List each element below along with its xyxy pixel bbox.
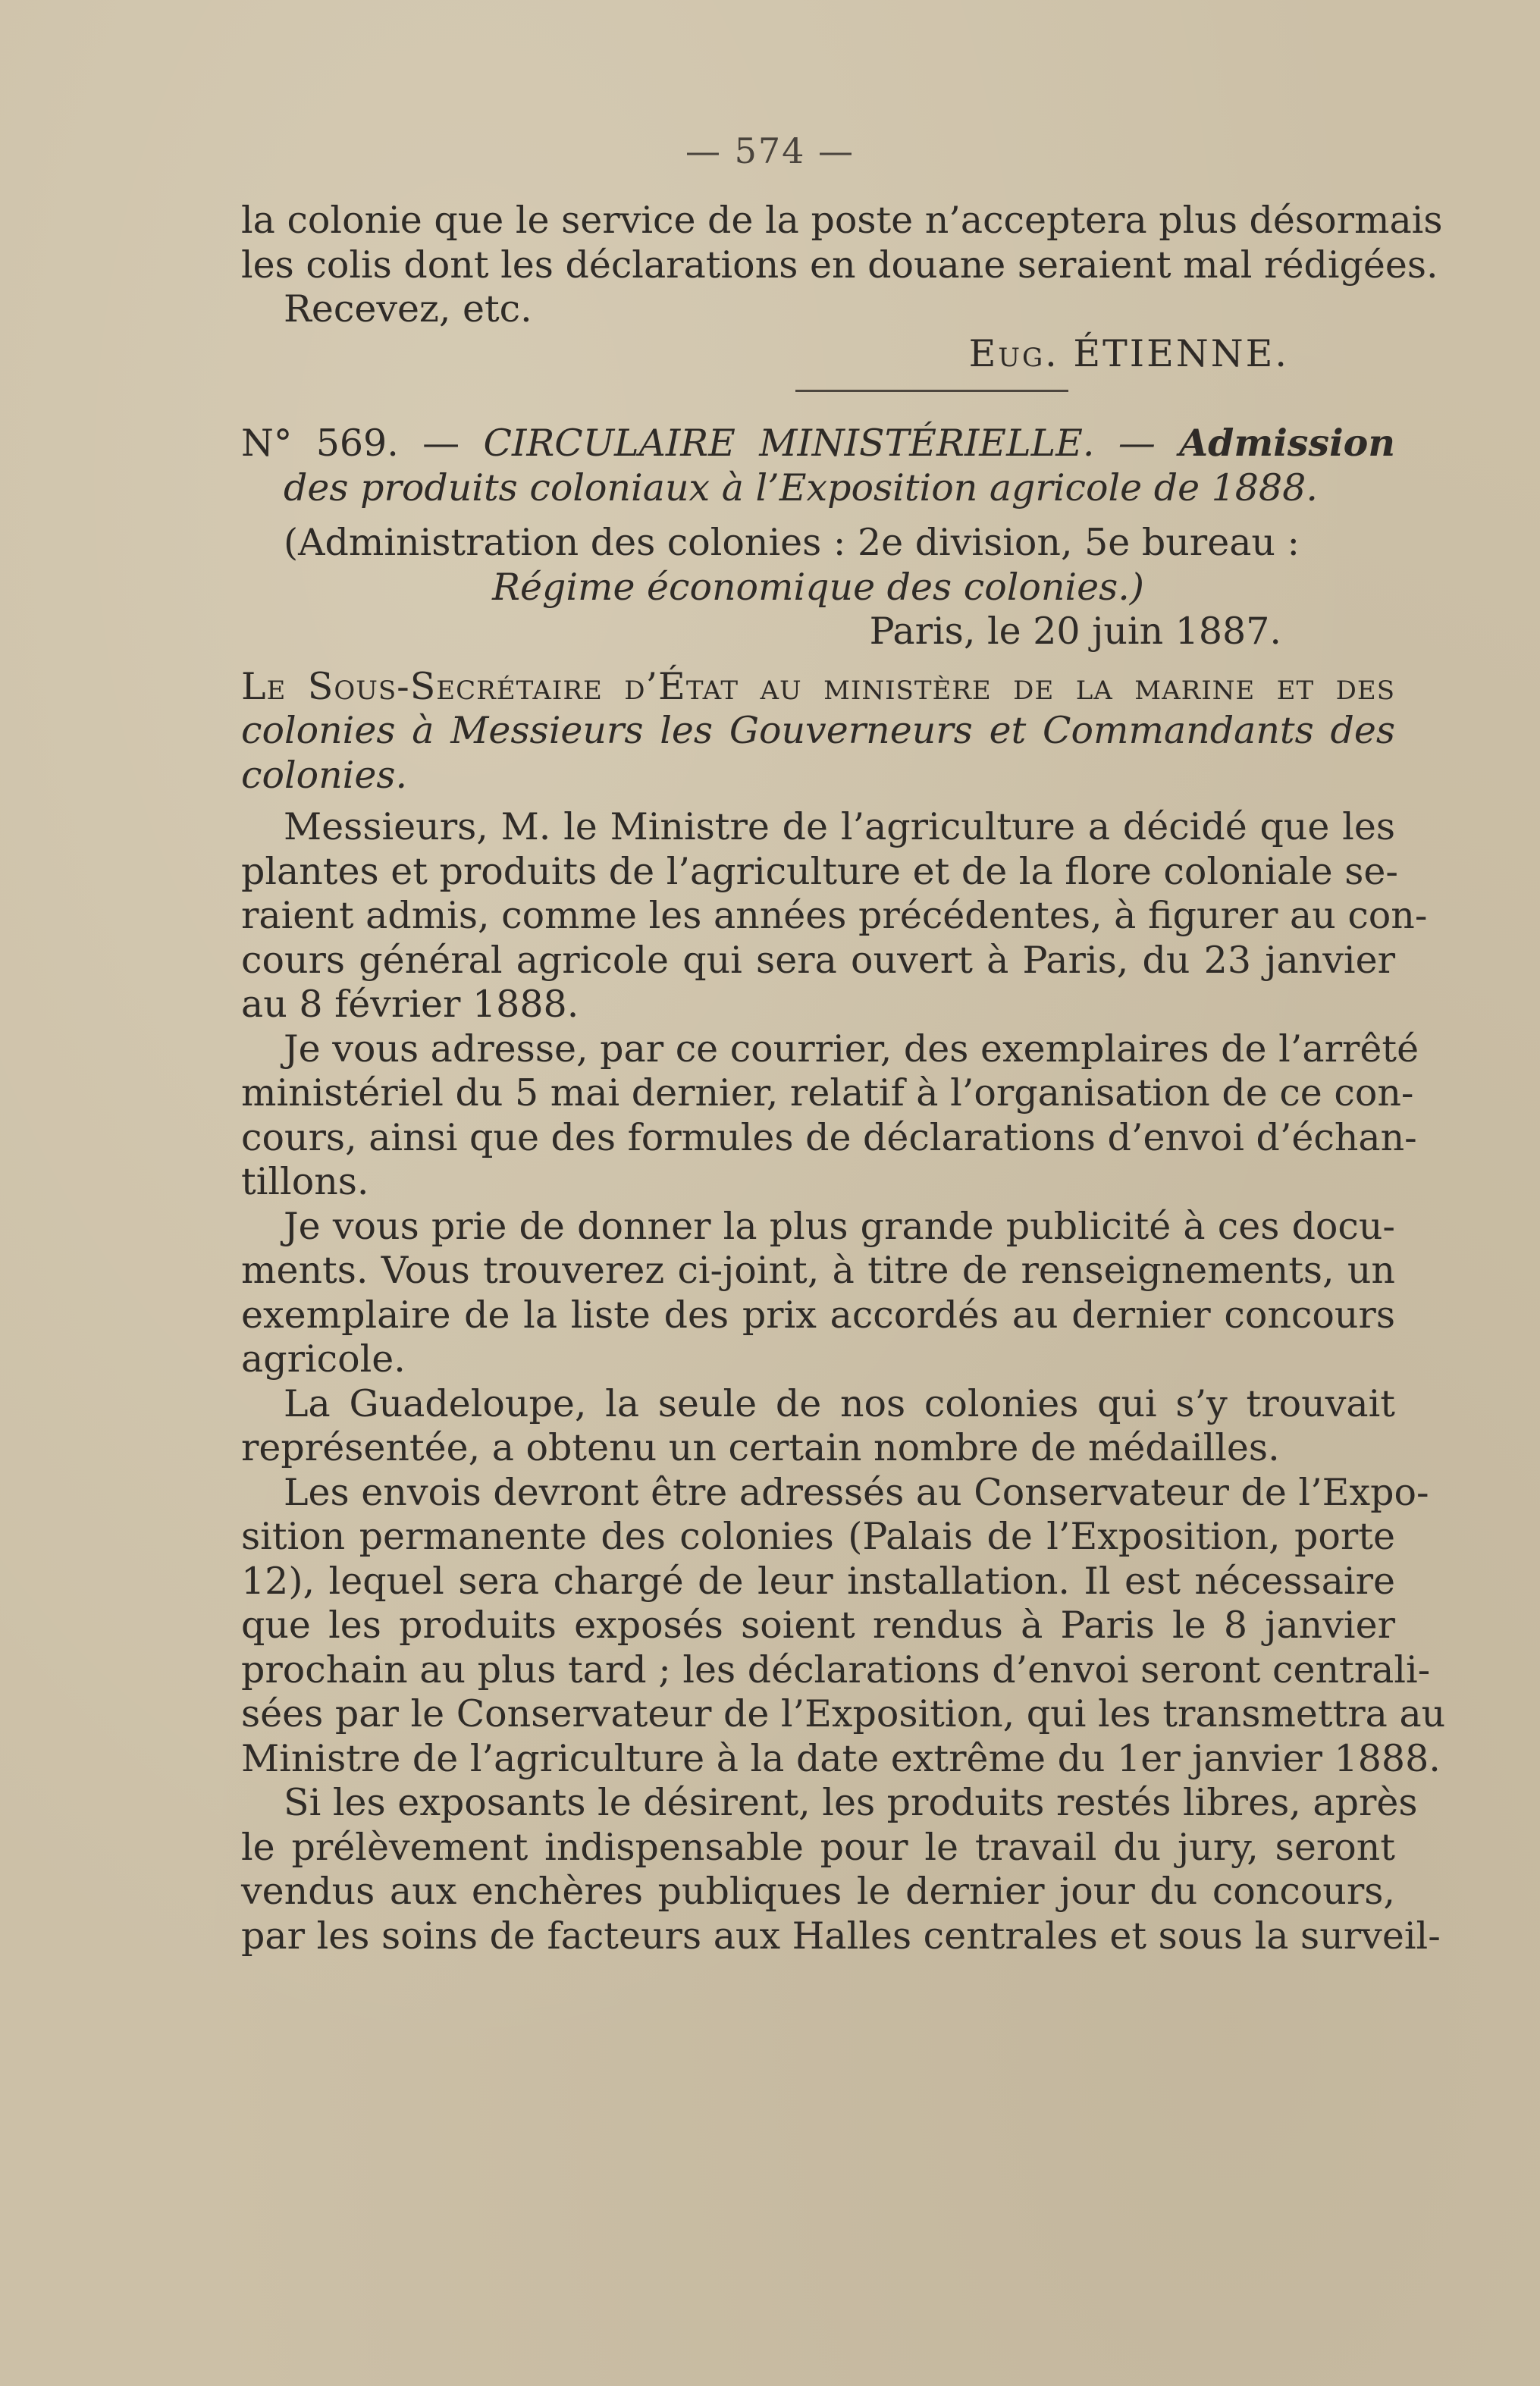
admin-line: Régime économique des colonies.) — [492, 565, 1144, 609]
administration-reference — [241, 521, 1395, 610]
dateline: Paris, le 20 juin 1887. — [869, 610, 1281, 653]
text-line: 12), lequel sera chargé de leur installation. Il est nécessaire — [241, 1559, 1395, 1603]
text-line: par les soins de facteurs aux Halles centrales et sous la surveil- — [241, 1914, 1441, 1958]
circular-heading — [241, 421, 1395, 510]
text-line: Je vous prie de donner la plus grande publicité à ces docu- — [284, 1204, 1395, 1248]
paragraph — [241, 1781, 1441, 1958]
text-line: sées par le Conservateur de l’Exposition, qui les transmettra au — [241, 1692, 1446, 1735]
text-line: prochain au plus tard ; les déclarations d’envoi seront centrali- — [241, 1648, 1431, 1692]
paragraph — [241, 805, 1428, 1027]
text-line: plantes et produits de l’agriculture et de la flore coloniale se- — [241, 849, 1398, 893]
text-line: exemplaire de la liste des prix accordés au dernier concours — [241, 1293, 1395, 1337]
text-line: le prélèvement indispensable pour le travail du jury, seront — [241, 1825, 1395, 1869]
text-line: agricole. — [241, 1337, 406, 1381]
signature: Eug. ÉTIENNE. — [968, 331, 1289, 375]
paragraph — [241, 1470, 1446, 1782]
paragraph — [241, 1027, 1419, 1205]
text-line: représentée, a obtenu un certain nombre de médailles. — [241, 1426, 1280, 1469]
paragraph-closing — [241, 199, 1443, 332]
circular-number: N° 569. — — [241, 422, 460, 465]
heading-line — [241, 421, 1395, 466]
paragraph — [241, 1382, 1395, 1471]
text-line: les colis dont les déclarations en douane seraient mal rédigées. — [241, 243, 1438, 287]
text-line: Je vous adresse, par ce courrier, des exemplaires de l’arrêté — [284, 1027, 1419, 1071]
text-line: vendus aux enchères publiques le dernier jour du concours, — [241, 1870, 1395, 1913]
circular-subject: Admission — [1179, 421, 1395, 465]
text-line: cours général agricole qui sera ouvert à Paris, du 23 janvier — [241, 938, 1395, 982]
text-line: Si les exposants le désirent, les produits restés libres, après — [284, 1781, 1418, 1824]
text-line: ministériel du 5 mai dernier, relatif à l’organisation de ce con- — [241, 1071, 1414, 1115]
text-line: que les produits exposés soient rendus à Paris le 8 janvier — [241, 1604, 1395, 1647]
text-line: La Guadeloupe, la seule de nos colonies qui s’y trouvait — [284, 1381, 1395, 1425]
page-body — [241, 199, 1446, 1958]
text-line: Ministre de l’agriculture à la date extrême du 1er janvier 1888. — [241, 1736, 1441, 1780]
separator-rule — [795, 390, 1068, 392]
text-line: au 8 février 1888. — [241, 983, 579, 1026]
address-line: colonies. — [241, 753, 408, 797]
text-line: cours, ainsi que des formules de déclarations d’envoi d’échan- — [241, 1115, 1417, 1159]
admin-line: (Administration des colonies : 2e division, 5e bureau : — [284, 521, 1300, 564]
text-line: la colonie que le service de la poste n’acceptera plus désormais — [241, 199, 1443, 242]
text-line: Les envois devront être adressés au Conservateur de l’Expo- — [284, 1470, 1429, 1514]
paragraph — [241, 1205, 1395, 1382]
text-line: Messieurs, M. le Ministre de l’agriculture a décidé que les — [284, 805, 1395, 848]
text-line: Recevez, etc. — [284, 287, 532, 331]
address-line: colonies à Messieurs les Gouverneurs et Commandants des — [241, 709, 1395, 752]
text-line: tillons. — [241, 1160, 369, 1203]
text-line: ments. Vous trouverez ci-joint, à titre de renseignements, un — [241, 1249, 1395, 1292]
address-line: Le Sous-Secrétaire d’État au ministère de la marine et des — [241, 664, 1395, 708]
page-number: — 574 — — [685, 130, 855, 171]
text-line: sition permanente des colonies (Palais de l’Exposition, porte — [241, 1515, 1395, 1558]
circular-subject-continued: des produits coloniaux à l’Exposition agricole de 1888. — [284, 466, 1318, 509]
address-block — [241, 665, 1395, 798]
circular-title: CIRCULAIRE MINISTÉRIELLE. — — [483, 422, 1156, 465]
text-line: raient admis, comme les années précédentes, à figurer au con- — [241, 894, 1428, 937]
